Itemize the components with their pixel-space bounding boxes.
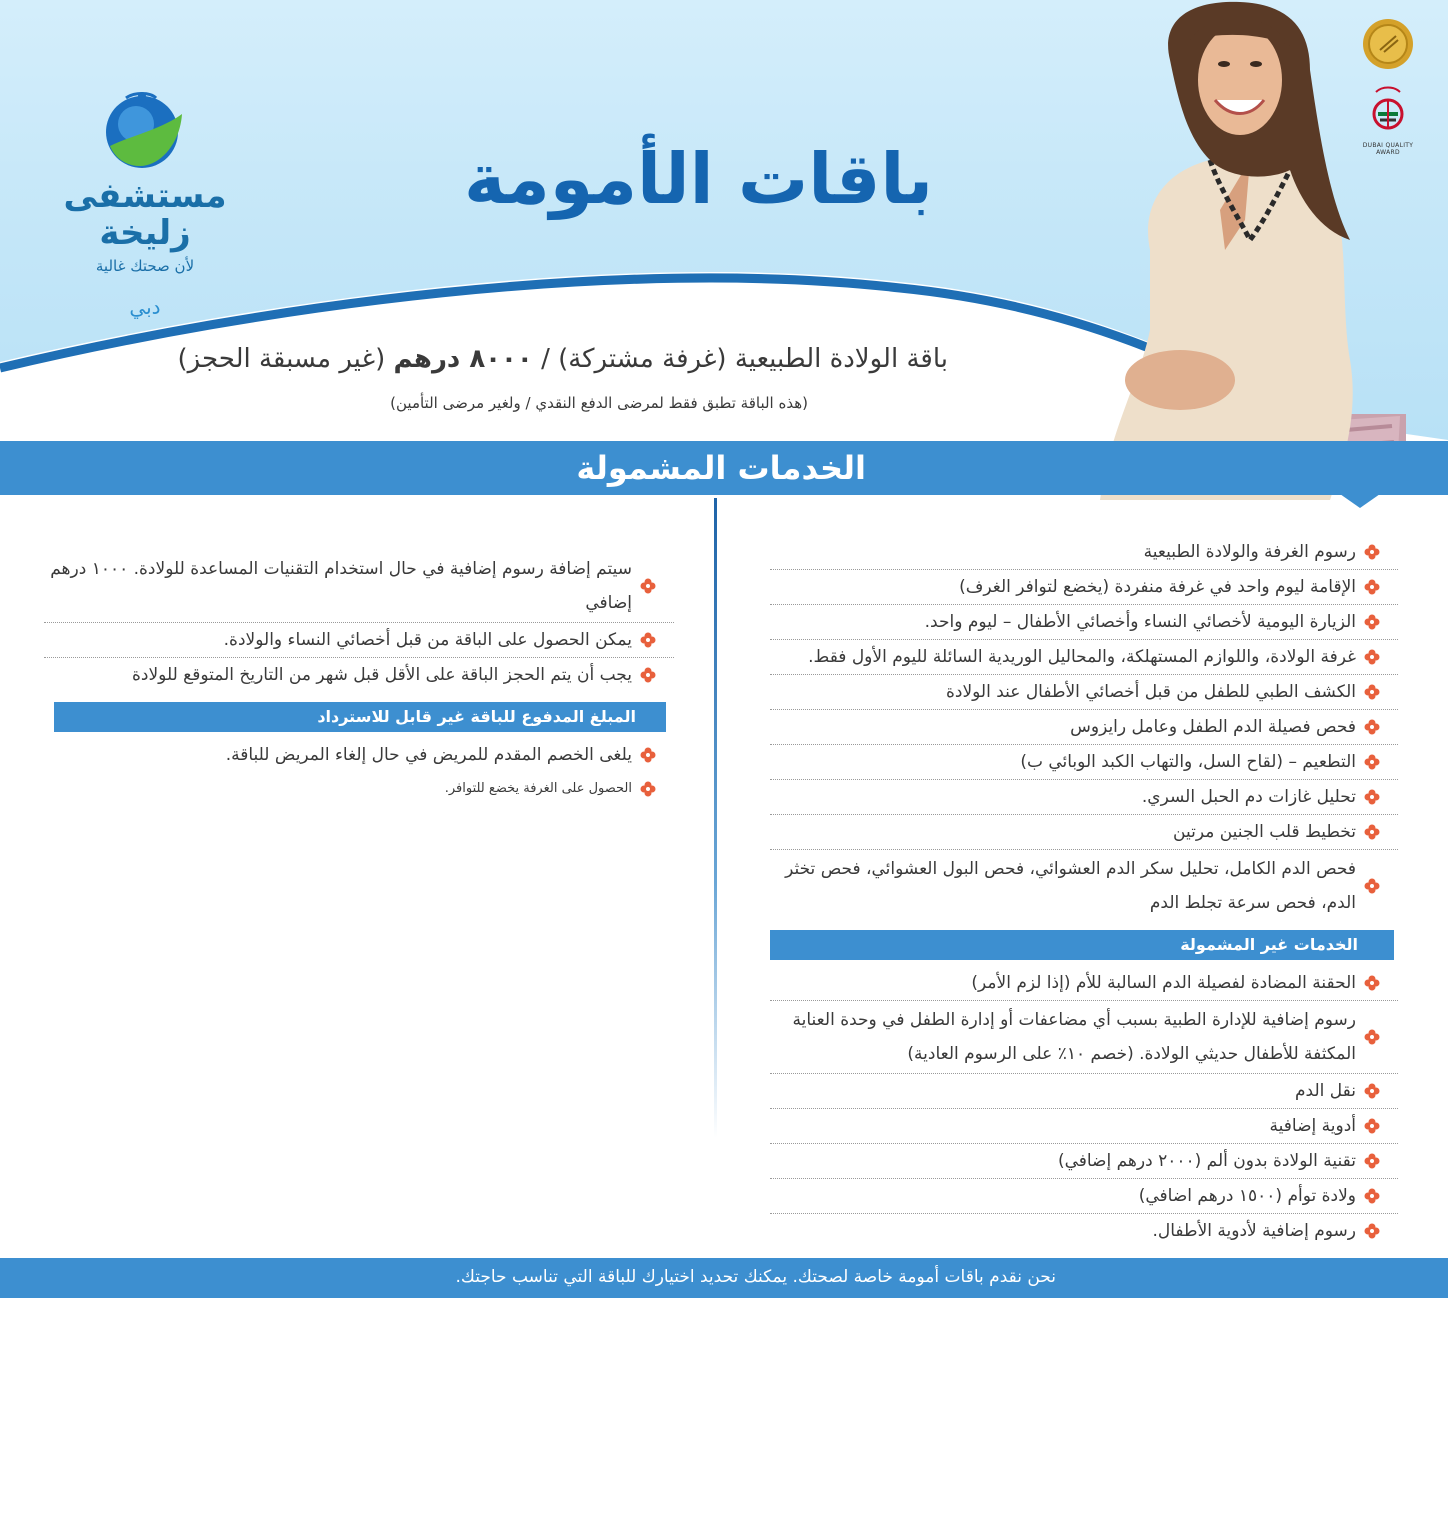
orange-flower-bullet-icon xyxy=(640,578,656,594)
refund-item: يلغى الخصم المقدم للمريض في حال إلغاء المريض للباقة. xyxy=(44,738,674,772)
hospital-logo xyxy=(40,90,250,319)
pregnant-woman-photo xyxy=(1100,0,1420,500)
orange-flower-bullet-icon xyxy=(1364,1083,1380,1099)
refund-heading: المبلغ المدفوع للباقة غير قابل للاسترداد xyxy=(54,702,666,732)
orange-flower-bullet-icon xyxy=(1364,754,1380,770)
included-item: تخطيط قلب الجنين مرتين xyxy=(770,815,1398,850)
hospital-logo-icon xyxy=(100,90,190,170)
note-item: يمكن الحصول على الباقة من قبل أخصائي النساء والولادة. xyxy=(44,623,674,658)
orange-flower-bullet-icon xyxy=(1364,579,1380,595)
included-item: التطعيم – (لقاح السل، والتهاب الكبد الوبائي ب) xyxy=(770,745,1398,780)
orange-flower-bullet-icon xyxy=(1364,1223,1380,1239)
dubai-quality-award xyxy=(1352,86,1424,156)
excluded-item: الحقنة المضادة لفصيلة الدم السالبة للأم (إذا لزم الأمر) xyxy=(770,966,1398,1001)
package-title xyxy=(178,344,948,374)
orange-flower-bullet-icon xyxy=(1364,649,1380,665)
excluded-item: رسوم إضافية لأدوية الأطفال. xyxy=(770,1214,1398,1248)
excluded-item: رسوم إضافية للإدارة الطبية بسبب أي مضاعفات أو إدارة الطفل في وحدة العناية المكثفة للأطفال حديثي الولادة. (خصم ١٠٪ على الرسوم العادية) xyxy=(770,1001,1398,1074)
included-item: الإقامة ليوم واحد في غرفة منفردة (يخضع لتوافر الغرف) xyxy=(770,570,1398,605)
orange-flower-bullet-icon xyxy=(640,667,656,683)
hospital-name: مستشفى زليخة xyxy=(63,176,227,254)
included-item: فحص الدم الكامل، تحليل سكر الدم العشوائي، فحص البول العشوائي، فحص تخثر الدم، فحص سرعة تجلط الدم xyxy=(770,850,1398,922)
package-name: باقة الولادة الطبيعية (غرفة مشتركة) / xyxy=(541,344,948,374)
orange-flower-bullet-icon xyxy=(1364,544,1380,560)
note-item: سيتم إضافة رسوم إضافية في حال استخدام التقنيات المساعدة للولادة. ١٠٠٠ درهم إضافي xyxy=(44,550,674,623)
orange-flower-bullet-icon xyxy=(1364,614,1380,630)
hospital-city: دبي xyxy=(129,294,161,319)
note-item: يجب أن يتم الحجز الباقة على الأقل قبل شهر من التاريخ المتوقع للولادة xyxy=(44,658,674,692)
orange-flower-bullet-icon xyxy=(640,781,656,797)
orange-flower-bullet-icon xyxy=(1364,1029,1380,1045)
orange-flower-bullet-icon xyxy=(1364,1118,1380,1134)
orange-flower-bullet-icon xyxy=(1364,1153,1380,1169)
package-note: (هذه الباقة تطبق فقط لمرضى الدفع النقدي / ولغير مرضى التأمين) xyxy=(390,394,808,412)
excluded-list xyxy=(770,966,1398,1248)
included-item: رسوم الغرفة والولادة الطبيعية xyxy=(770,535,1398,570)
dubai-quality-award-icon xyxy=(1368,86,1408,136)
included-column xyxy=(770,535,1398,1248)
footer-text: نحن نقدم باقات أمومة خاصة لصحتك. يمكنك تحديد اختيارك للباقة التي تناسب حاجتك. xyxy=(455,1267,1056,1287)
notes-list xyxy=(44,550,674,692)
gold-seal-icon xyxy=(1362,18,1414,70)
refund-item: الحصول على الغرفة يخضع للتوافر. xyxy=(44,772,674,806)
included-item: غرفة الولادة، واللوازم المستهلكة، والمحاليل الوريدية السائلة لليوم الأول فقط. xyxy=(770,640,1398,675)
award-caption: DUBAI QUALITY AWARD xyxy=(1362,142,1414,156)
orange-flower-bullet-icon xyxy=(1364,719,1380,735)
included-item: تحليل غازات دم الحبل السري. xyxy=(770,780,1398,815)
included-item: الزيارة اليومية لأخصائي النساء وأخصائي الأطفال – ليوم واحد. xyxy=(770,605,1398,640)
orange-flower-bullet-icon xyxy=(1364,789,1380,805)
excluded-heading: الخدمات غير المشمولة xyxy=(770,930,1394,960)
included-heading: الخدمات المشمولة xyxy=(576,449,866,487)
package-booking: (غير مسبقة الحجز) xyxy=(177,344,386,374)
included-list xyxy=(770,535,1398,922)
page-title: باقات الأمومة xyxy=(464,138,933,220)
included-item: الكشف الطبي للطفل من قبل أخصائي الأطفال عند الولادة xyxy=(770,675,1398,710)
excluded-item: أدوية إضافية xyxy=(770,1109,1398,1144)
excluded-item: نقل الدم xyxy=(770,1074,1398,1109)
excluded-item: تقنية الولادة بدون ألم (٢٠٠٠ درهم إضافي) xyxy=(770,1144,1398,1179)
hospital-tagline: لأن صحتك غالية xyxy=(95,256,195,275)
package-price: ٨٠٠٠ درهم xyxy=(393,344,533,374)
orange-flower-bullet-icon xyxy=(1364,975,1380,991)
included-item: فحص فصيلة الدم الطفل وعامل رايزوس xyxy=(770,710,1398,745)
orange-flower-bullet-icon xyxy=(1364,1188,1380,1204)
orange-flower-bullet-icon xyxy=(1364,684,1380,700)
notes-column xyxy=(44,550,674,806)
column-divider xyxy=(714,498,717,1138)
orange-flower-bullet-icon xyxy=(1364,824,1380,840)
excluded-item: ولادة توأم (١٥٠٠ درهم اضافي) xyxy=(770,1179,1398,1214)
orange-flower-bullet-icon xyxy=(640,632,656,648)
orange-flower-bullet-icon xyxy=(640,747,656,763)
orange-flower-bullet-icon xyxy=(1364,878,1380,894)
band-notch-icon xyxy=(1340,494,1380,510)
refund-list xyxy=(44,738,674,806)
